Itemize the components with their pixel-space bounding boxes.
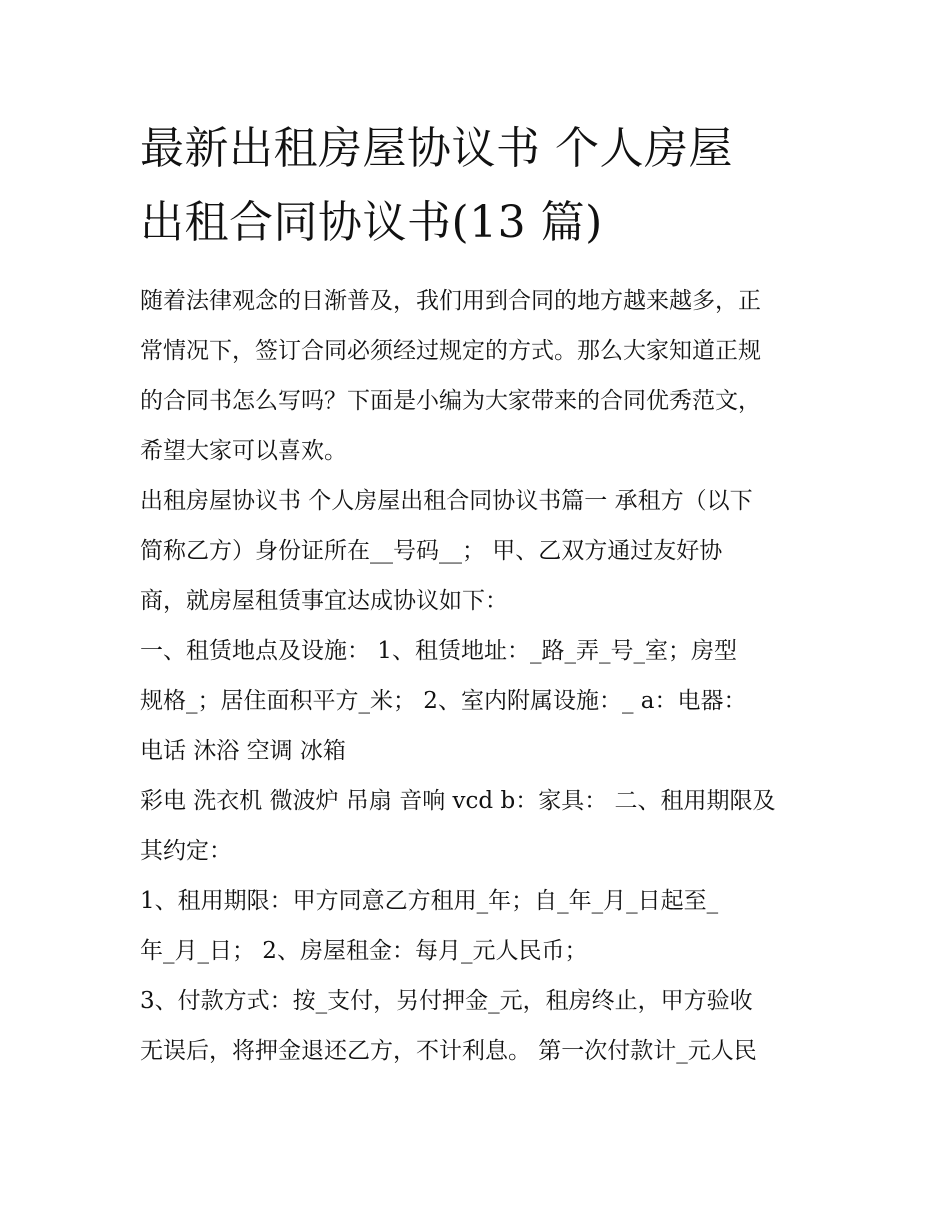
body-line: 无误后，将押金退还乙方，不计利息。 第一次付款计_元人民 — [140, 1038, 757, 1064]
body-line: 的合同书怎么写吗？下面是小编为大家带来的合同优秀范文， — [140, 388, 761, 414]
body-line: 年_月_日； 2、房屋租金：每月_元人民币； — [140, 938, 588, 964]
title-line: 出租合同协议书(13 篇) — [140, 197, 603, 248]
body-line: 3、付款方式：按_支付，另付押金_元，租房终止，甲方验收 — [140, 988, 753, 1014]
body-line: 彩电 洗衣机 微波炉 吊扇 音响 vcd b：家具： 二、租用期限及 — [140, 788, 776, 814]
document-page — [140, 112, 815, 1076]
body-line: 常情况下，签订合同必须经过规定的方式。那么大家知道正规 — [140, 338, 761, 364]
body-line: 一、租赁地点及设施： 1、租赁地址：_路_弄_号_室；房型 — [140, 638, 737, 664]
document-title — [140, 112, 815, 260]
document-body — [140, 276, 815, 1076]
body-line: 1、租用期限：甲方同意乙方租用_年；自_年_月_日起至_ — [140, 888, 719, 914]
body-line: 电话 沐浴 空调 冰箱 — [140, 738, 346, 764]
body-line: 简称乙方）身份证所在__号码__； 甲、乙双方通过友好协 — [140, 538, 723, 564]
body-line: 规格_；居住面积平方_米； 2、室内附属设施：_ a：电器： — [140, 688, 747, 714]
body-line: 希望大家可以喜欢。 — [140, 438, 347, 464]
body-line: 出租房屋协议书 个人房屋出租合同协议书篇一 承租方（以下 — [140, 488, 753, 514]
body-line: 商，就房屋租赁事宜达成协议如下： — [140, 588, 508, 614]
body-line: 随着法律观念的日渐普及，我们用到合同的地方越来越多，正 — [140, 288, 761, 314]
body-line: 其约定： — [140, 838, 232, 864]
title-line: 最新出租房屋协议书 个人房屋 — [140, 123, 733, 174]
